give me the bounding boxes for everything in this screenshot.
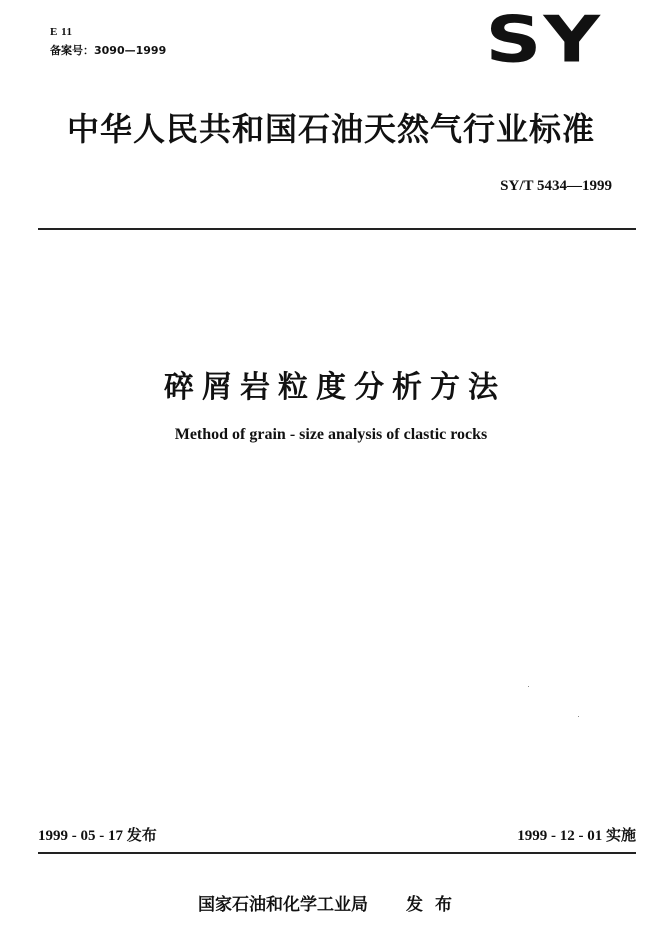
publish-label: 发布 [405, 895, 464, 915]
top-divider [38, 228, 636, 230]
bottom-divider [38, 852, 636, 854]
document-title-en: Method of grain - size analysis of clastic rocks [174, 426, 488, 443]
scan-speck [578, 716, 579, 717]
implementation-date: 1999 - 12 - 01 实施 [517, 828, 636, 844]
issue-date: 1999 - 05 - 17 发布 [38, 828, 157, 844]
issuer-line [0, 890, 662, 915]
scan-speck [528, 686, 529, 687]
record-number: 备案号：3090—1999 [50, 44, 167, 57]
classification-code: E 11 [50, 26, 73, 38]
document-title-cn: 碎屑岩粒度分析方法 [164, 370, 506, 405]
issuing-authority: 国家石油和化学工业局 [198, 895, 369, 915]
industry-standard-title: 中华人民共和国石油天然气行业标准 [66, 110, 595, 148]
standard-number: SY/T 5434—1999 [500, 178, 612, 194]
sy-logo: SY [485, 3, 602, 77]
